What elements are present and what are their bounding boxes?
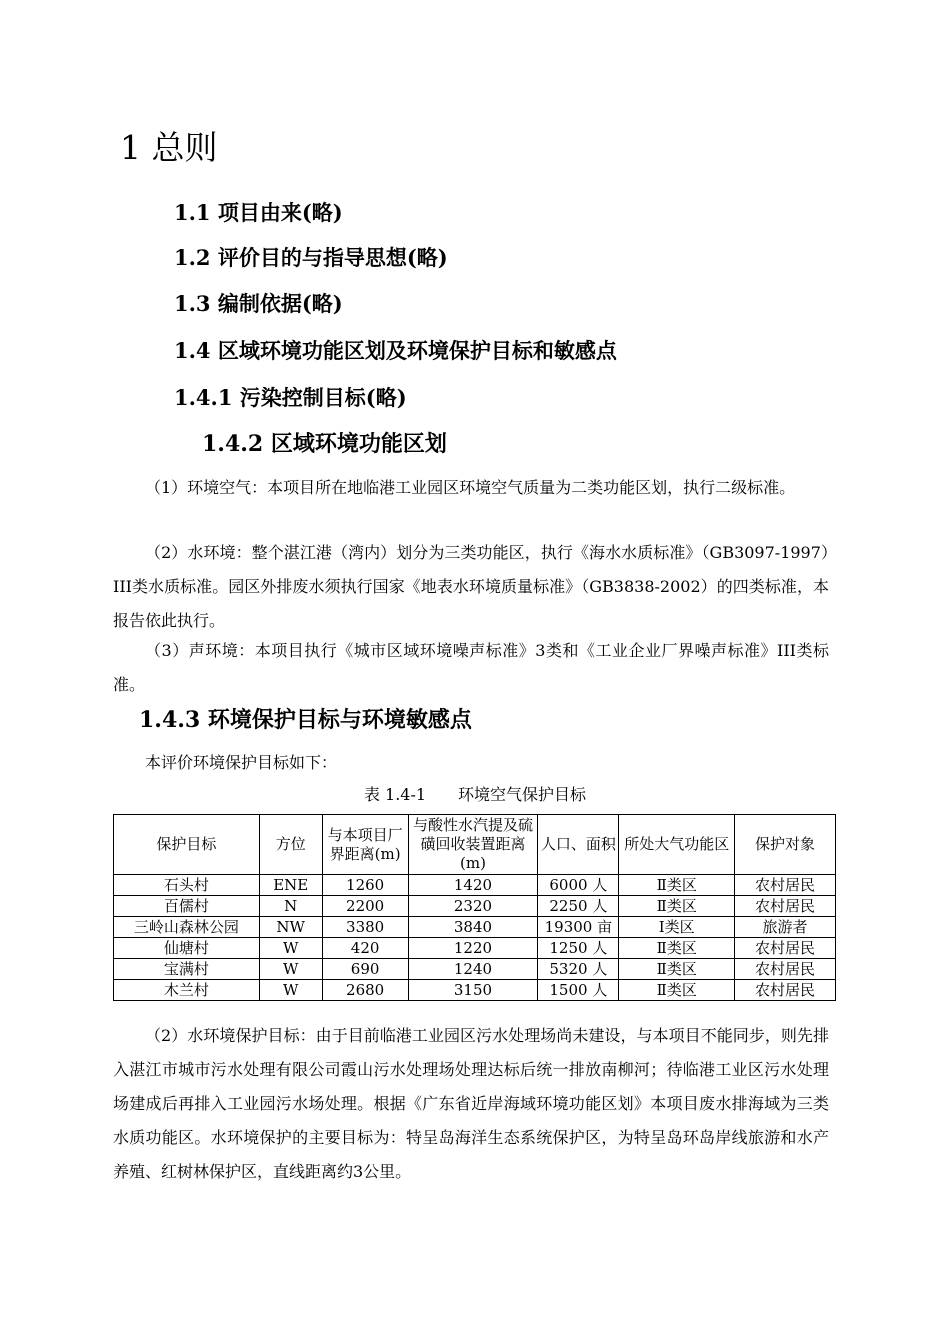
- table-cell: 1250 人: [538, 938, 619, 959]
- table-cell: ENE: [259, 875, 322, 896]
- table-cell: 仙塘村: [114, 938, 260, 959]
- heading-1-3: 1.3 编制依据(略): [174, 291, 343, 316]
- table-cell: 农村居民: [735, 980, 836, 1001]
- table-cell: 2250 人: [538, 896, 619, 917]
- col-header-distance-boundary: 与本项目厂界距离(m): [322, 815, 408, 875]
- heading-1-4-2: 1.4.2 区域环境功能区划: [202, 431, 447, 457]
- table-cell: 农村居民: [735, 896, 836, 917]
- table-cell: 1220: [408, 938, 538, 959]
- table-cell: 1500 人: [538, 980, 619, 1001]
- table-cell: 旅游者: [735, 917, 836, 938]
- heading-1-4: 1.4 区域环境功能区划及环境保护目标和敏感点: [174, 338, 617, 363]
- table-cell: 石头村: [114, 875, 260, 896]
- table-cell: 2320: [408, 896, 538, 917]
- heading-1-1: 1.1 项目由来(略): [174, 200, 343, 225]
- table-cell: 木兰村: [114, 980, 260, 1001]
- page-title: 1 总则: [120, 128, 218, 167]
- heading-1-4-3: 1.4.3 环境保护目标与环境敏感点: [139, 707, 472, 733]
- paragraph-water-protection: （2）水环境保护目标：由于目前临港工业园区污水处理场尚未建设，与本项目不能同步，则先排入湛江市城市污水处理有限公司霞山污水处理场处理达标后统一排放南柳河；待临港工业区污水处理场建成后再排入工业园污水场处理。根据《广东省近岸海域环境功能区划》本项目废水排海域为三类水质功能区。水环境保护的主要目标为：特呈岛海洋生态系统保护区，为特呈岛环岛岸线旅游和水产养殖、红树林保护区，直线距离约3公里。: [113, 1026, 829, 1181]
- heading-1-2: 1.2 评价目的与指导思想(略): [174, 245, 448, 270]
- table-cell: W: [259, 959, 322, 980]
- col-header-distance-unit: 与酸性水汽提及硫磺回收装置距离(m): [408, 815, 538, 875]
- table-row: [114, 980, 836, 1001]
- table-cell: 2680: [322, 980, 408, 1001]
- table-cell: 3150: [408, 980, 538, 1001]
- table-cell: 百儒村: [114, 896, 260, 917]
- table-row: [114, 896, 836, 917]
- table-row: [114, 875, 836, 896]
- table-cell: 农村居民: [735, 875, 836, 896]
- table-row: [114, 938, 836, 959]
- table-header-row: [114, 815, 836, 875]
- table-cell: Ⅱ类区: [619, 959, 735, 980]
- table-cell: 690: [322, 959, 408, 980]
- table-cell: 3840: [408, 917, 538, 938]
- paragraph-air: （1）环境空气：本项目所在地临港工业园区环境空气质量为二类功能区划，执行二级标准。: [145, 478, 796, 497]
- table-cell: Ⅰ类区: [619, 917, 735, 938]
- col-header-population: 人口、面积: [538, 815, 619, 875]
- table-cell: 1420: [408, 875, 538, 896]
- table-cell: 19300 亩: [538, 917, 619, 938]
- table-cell: W: [259, 938, 322, 959]
- col-header-function-zone: 所处大气功能区: [619, 815, 735, 875]
- table-cell: 宝满村: [114, 959, 260, 980]
- table-cell: W: [259, 980, 322, 1001]
- table-row: [114, 917, 836, 938]
- table-cell: Ⅱ类区: [619, 980, 735, 1001]
- table-cell: 三岭山森林公园: [114, 917, 260, 938]
- col-header-object: 保护对象: [735, 815, 836, 875]
- table-caption: 表 1.4-1 环境空气保护目标: [363, 785, 587, 804]
- table-cell: 2200: [322, 896, 408, 917]
- table-cell: 农村居民: [735, 959, 836, 980]
- table-cell: 3380: [322, 917, 408, 938]
- heading-1-4-1: 1.4.1 污染控制目标(略): [174, 385, 407, 410]
- table-cell: 420: [322, 938, 408, 959]
- protection-targets-table: [113, 814, 836, 1001]
- table-cell: Ⅱ类区: [619, 875, 735, 896]
- table-cell: Ⅱ类区: [619, 938, 735, 959]
- table-cell: Ⅱ类区: [619, 896, 735, 917]
- col-header-direction: 方位: [259, 815, 322, 875]
- table-cell: NW: [259, 917, 322, 938]
- table-cell: N: [259, 896, 322, 917]
- table-cell: 农村居民: [735, 938, 836, 959]
- table-cell: 5320 人: [538, 959, 619, 980]
- table-row: [114, 959, 836, 980]
- table-cell: 1260: [322, 875, 408, 896]
- paragraph-water: （2）水环境：整个湛江港（湾内）划分为三类功能区，执行《海水水质标准》（GB3097-1997）III类水质标准。园区外排废水须执行国家《地表水环境质量标准》（GB3838-2002）的四类标准，本报告依此执行。: [113, 543, 829, 630]
- table-cell: 6000 人: [538, 875, 619, 896]
- paragraph-intro: 本评价环境保护目标如下：: [145, 753, 338, 772]
- paragraph-noise: （3）声环境：本项目执行《城市区域环境噪声标准》3类和《工业企业厂界噪声标准》III类标准。: [113, 641, 829, 694]
- col-header-target: 保护目标: [114, 815, 260, 875]
- table-cell: 1240: [408, 959, 538, 980]
